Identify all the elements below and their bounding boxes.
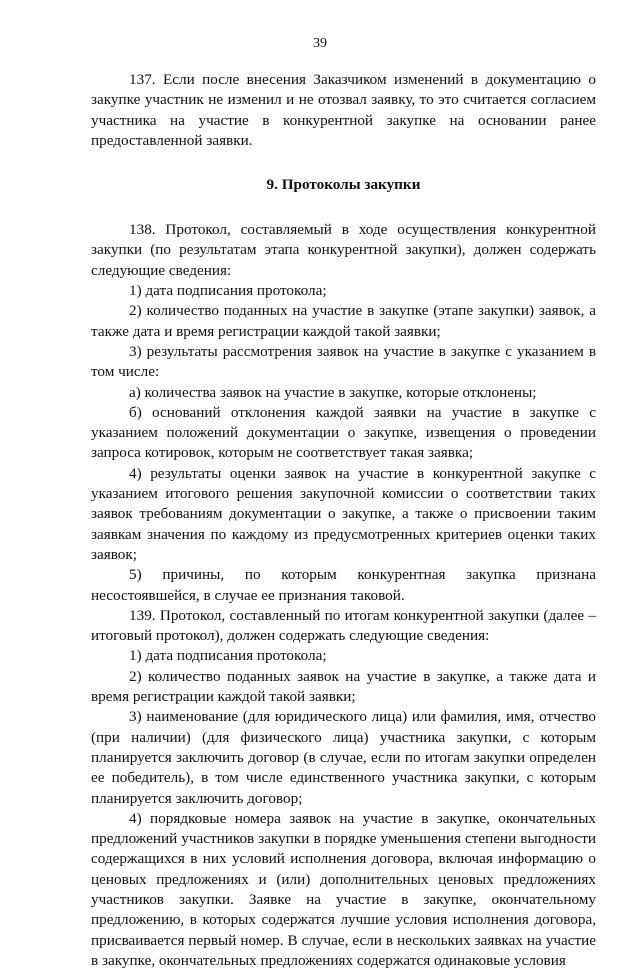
paragraphs-after-heading xyxy=(91,220,596,971)
paragraphs-before-heading xyxy=(91,70,596,151)
paragraph: 4) порядковые номера заявок на участие в закупке, окончательных предложений участников закупки в порядке уменьшения степени выгодности содержащихся в них условий исполнения договора, включая информацию о ценовых предложениях и (или) дополнительных ценовых предложениях участников закупки. Заявке на участие в закупке, окончательному предложению, в которых содержатся лучшие условия исполнения договора, присваивается первый номер. В случае, если в нескольких заявках на участие в закупке, окончательных предложениях содержатся одинаковые условия xyxy=(91,809,596,969)
paragraph: 1) дата подписания протокола; xyxy=(129,282,327,300)
paragraph: 5) причины, по которым конкурентная закупка признана несостоявшейся, в случае ее признания таковой. xyxy=(91,566,596,604)
paragraph: 139. Протокол, составленный по итогам конкурентной закупки (далее – итоговый протокол), должен содержать следующие сведения: xyxy=(91,606,596,645)
paragraph: 2) количество поданных заявок на участие в закупке, а также дата и время регистрации каждой такой заявки; xyxy=(91,667,596,706)
paragraph: б) оснований отклонения каждой заявки на участие в закупке с указанием положений документации о закупке, извещения о проведении запроса котировок, которым не соответствует такая заявка; xyxy=(91,403,596,462)
section-heading: 9. Протоколы закупки xyxy=(266,176,421,194)
paragraph: 3) результаты рассмотрения заявок на участие в закупке с указанием в том числе: xyxy=(91,342,596,381)
paragraph: 137. Если после внесения Заказчиком изменений в документацию о закупке участник не изменил и не отозвал заявку, то это считается согласием участника на участие в конкурентной закупке на основании ранее предоставленной заявки. xyxy=(91,71,596,149)
paragraph: 138. Протокол, составляемый в ходе осуществления конкурентной закупки (по результатам этапа конкурентной закупки), должен содержать следующие сведения: xyxy=(91,221,596,279)
paragraph: 3) наименование (для юридического лица) или фамилия, имя, отчество (при наличии) (для физического лица) участника закупки, с которым планируется заключить договор (в случае, если по итогам закупки определен ее победитель), в том числе единственного участника закупки, с которым планируется заключить договор; xyxy=(91,708,596,807)
paragraph: а) количества заявок на участие в закупке, которые отклонены; xyxy=(129,383,537,401)
paragraph: 4) результаты оценки заявок на участие в конкурентной закупке с указанием итогового решения закупочной комиссии о соответствии таких заявок требованиям документации о закупке, а также о присвоении таким заявкам значения по каждому из предусмотренных критериев оценки таких заявок; xyxy=(91,464,596,563)
paragraph: 2) количество поданных на участие в закупке (этапе закупки) заявок, а также дата и время регистрации каждой такой заявки; xyxy=(91,302,596,340)
document-body xyxy=(91,70,596,971)
page-number: 39 xyxy=(313,36,327,51)
paragraph: 1) дата подписания протокола; xyxy=(129,647,327,665)
